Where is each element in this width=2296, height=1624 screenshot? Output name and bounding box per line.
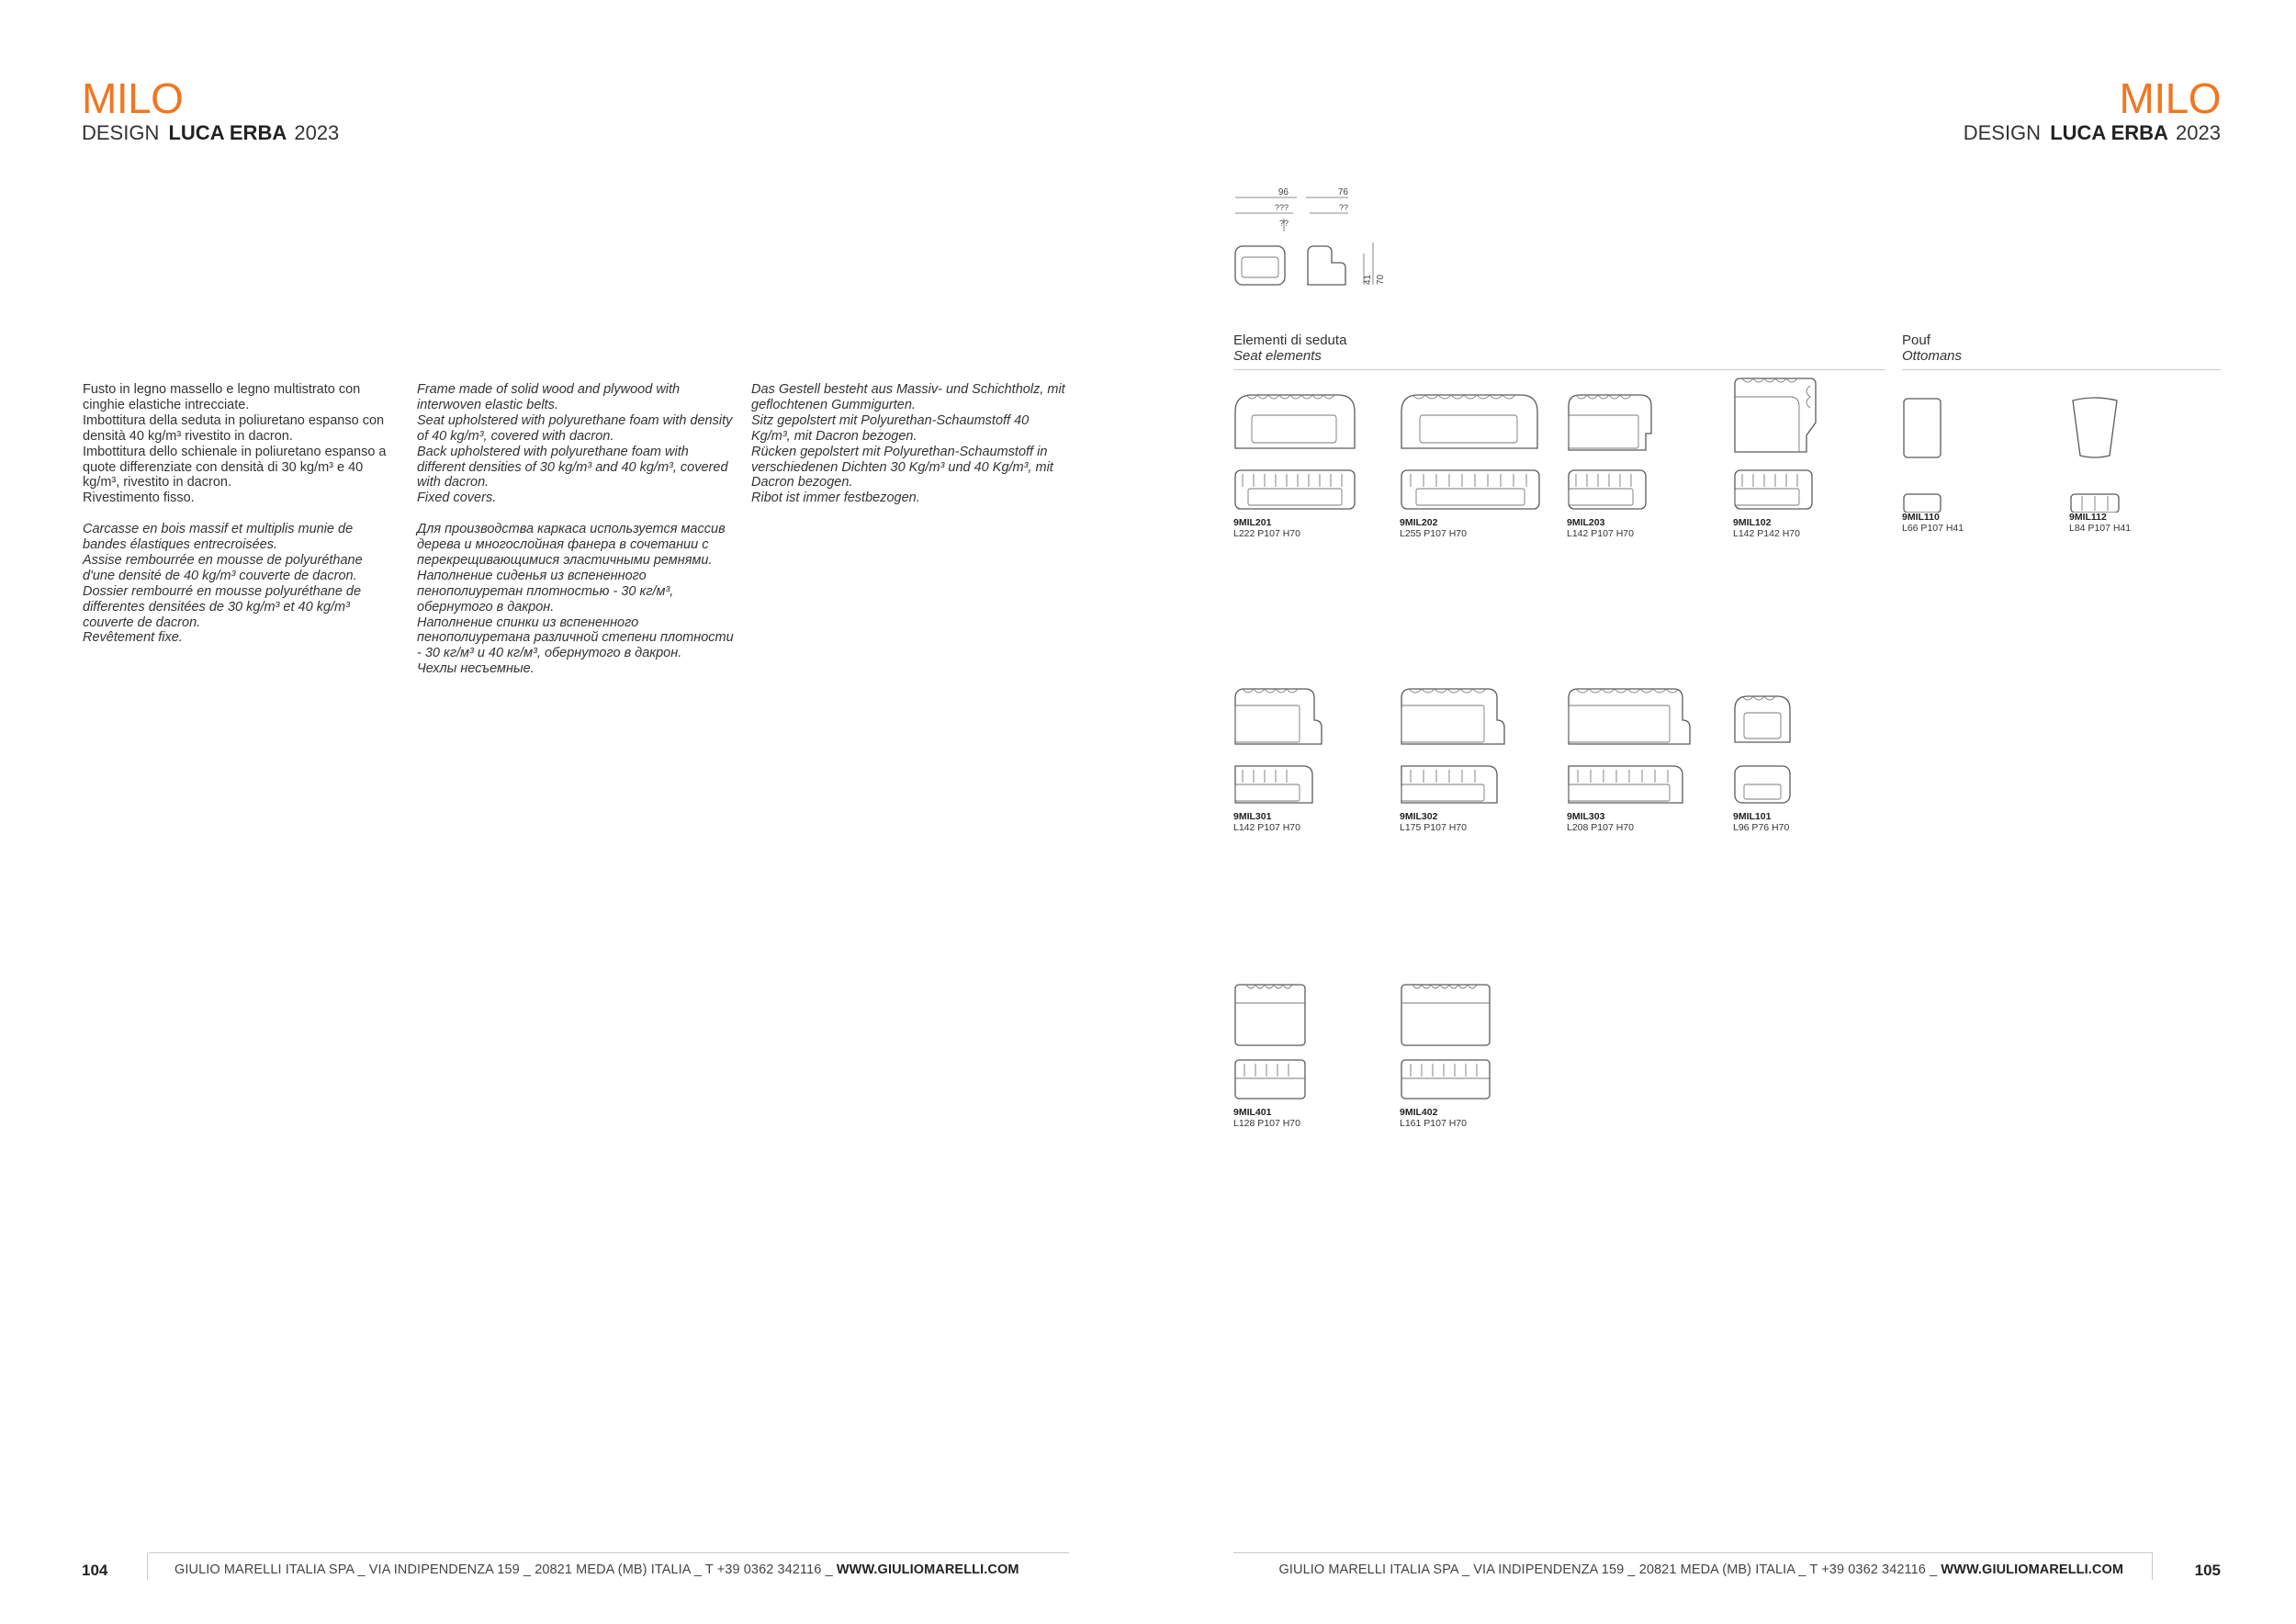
dim-front-width-q: ??? <box>1274 203 1289 212</box>
dim-front-width: 96 <box>1277 187 1289 197</box>
sofa-plan-drawing <box>1567 687 1695 806</box>
product-code: 9MIL402 <box>1400 1107 1438 1118</box>
product-9mil112 <box>2069 393 2161 534</box>
company-address: GIULIO MARELLI ITALIA SPA _ VIA INDIPENDENZA 159 _ 20821 MEDA (MB) ITALIA _ T +39 0362 342116 _ <box>1278 1562 1941 1577</box>
section-seat-rule <box>1233 369 1885 370</box>
desc-para: Revêtement fixe. <box>83 630 183 646</box>
designer-name: LUCA ERBA <box>168 121 287 144</box>
dim-seat-height: 41 <box>1363 274 1373 285</box>
dim-side-width-q: ?? <box>1338 203 1348 212</box>
product-title-left: MILO <box>82 74 184 122</box>
description-french <box>83 522 390 646</box>
product-9mil101 <box>1733 687 1825 833</box>
product-dims: L142 P107 H70 <box>1233 822 1300 833</box>
footer-company-right <box>1279 1562 2124 1577</box>
description-russian <box>417 522 738 677</box>
website-link[interactable]: WWW.GIULIOMARELLI.COM <box>836 1562 1019 1577</box>
product-9mil401 <box>1233 983 1325 1129</box>
dim-side-width: 76 <box>1337 187 1348 197</box>
desc-para: Fixed covers. <box>417 491 497 506</box>
product-code: 9MIL101 <box>1733 811 1772 822</box>
product-9mil102 <box>1733 377 1825 539</box>
product-9mil302 <box>1400 687 1510 833</box>
dim-front-depth-q: ?? <box>1278 219 1289 228</box>
designer-credit-left <box>82 121 339 145</box>
desc-para: Imbottitura dello schienale in poliuretano espanso a quote differenziate con densità di 30 kg/m³ e 40 kg/m³, rivestito in dacron. <box>83 444 387 491</box>
desc-para: Back upholstered with polyurethane foam with different densities of 30 kg/m³ and 40 kg/m³, covered with dacron. <box>417 444 728 491</box>
product-9mil202 <box>1400 393 1547 539</box>
product-dims: L161 P107 H70 <box>1400 1118 1467 1129</box>
desc-para: Frame made of solid wood and plywood with interwoven elastic belts. <box>417 382 681 412</box>
product-code: 9MIL201 <box>1233 517 1272 528</box>
section-subtitle: Ottomans <box>1902 348 1963 364</box>
product-9mil110 <box>1902 393 1994 534</box>
section-title: Pouf <box>1902 333 1930 348</box>
sofa-plan-drawing <box>1567 393 1659 513</box>
section-seat-elements <box>1233 333 1346 364</box>
company-address: GIULIO MARELLI ITALIA SPA _ VIA INDIPENDENZA 159 _ 20821 MEDA (MB) ITALIA _ T +39 0362 342116 _ <box>174 1562 837 1577</box>
product-code: 9MIL401 <box>1233 1107 1272 1118</box>
product-9mil402 <box>1400 983 1510 1129</box>
product-9mil203 <box>1567 393 1659 539</box>
product-code: 9MIL112 <box>2069 512 2107 523</box>
product-title-right: MILO <box>2119 74 2221 122</box>
product-dims: L128 P107 H70 <box>1233 1118 1300 1129</box>
desc-para: Fusto in legno massello e legno multistrato con cinghie elastiche intrecciate. <box>83 382 361 412</box>
product-dims: L142 P107 H70 <box>1567 528 1634 539</box>
product-code: 9MIL302 <box>1400 811 1438 822</box>
dim-total-height: 70 <box>1376 274 1386 285</box>
desc-para: Наполнение спинки из вспененного пенополиуретана различной степени плотности - 30 кг/м³ и 40 кг/м³, обернутого в дакрон. <box>417 615 734 661</box>
section-subtitle: Seat elements <box>1233 348 1322 364</box>
desc-para: Seat upholstered with polyurethane foam with density of 40 kg/m³, covered with dacron. <box>417 412 733 444</box>
desc-para: Das Gestell besteht aus Massiv- und Schichtholz, mit geflochtenen Gummigurten. <box>751 382 1065 412</box>
sofa-plan-drawing <box>1233 393 1362 513</box>
sofa-plan-drawing <box>1400 393 1547 513</box>
desc-para: Ribot ist immer festbezogen. <box>751 491 920 506</box>
desc-para: Чехлы несъемные. <box>417 661 535 677</box>
corner-plan-drawing <box>1733 377 1825 513</box>
design-label: DESIGN <box>1963 121 2042 144</box>
description-italian <box>83 382 390 646</box>
armchair-plan-drawing <box>1733 687 1825 806</box>
description-english <box>417 382 738 677</box>
product-dims: L142 P142 H70 <box>1733 528 1800 539</box>
pouf-plan-drawing <box>2069 393 2161 513</box>
description-german <box>751 382 1068 506</box>
product-9mil201 <box>1233 393 1362 539</box>
desc-para: Assise rembourrée en mousse de polyuréthane d'une densité de 40 kg/m³ couverte de dacron. <box>83 552 363 583</box>
page-number-left: 104 <box>82 1562 108 1579</box>
product-dims: L84 P107 H41 <box>2069 523 2132 534</box>
product-code: 9MIL301 <box>1233 811 1272 822</box>
desc-para: Rücken gepolstert mit Polyurethan-Schaumstoff in verschiedenen Dichten 30 Kg/m³ und 40 Kg/m³, mit Dacron bezogen. <box>751 444 1053 491</box>
right-page-header <box>1964 75 2221 145</box>
pouf-plan-drawing <box>1902 393 1994 513</box>
footer-company-left <box>174 1562 1019 1577</box>
product-9mil303 <box>1567 687 1695 833</box>
section-title: Elementi di seduta <box>1233 333 1347 348</box>
desc-para: Carcasse en bois massif et multiplis munie de bandes élastiques entrecroisées. <box>83 522 354 553</box>
product-code: 9MIL110 <box>1902 512 1940 523</box>
product-dims: L96 P76 H70 <box>1733 822 1790 833</box>
footer-divider-left <box>147 1552 148 1580</box>
design-year: 2023 <box>294 121 340 144</box>
product-dims: L222 P107 H70 <box>1233 528 1300 539</box>
product-code: 9MIL203 <box>1567 517 1605 528</box>
section-pouf-rule <box>1902 369 2221 370</box>
product-9mil301 <box>1233 687 1325 833</box>
desc-para: Imbottitura della seduta in poliuretano espanso con densità 40 kg/m³ rivestito in dacron. <box>83 412 385 444</box>
product-dims: L66 P107 H41 <box>1902 523 1964 534</box>
desc-para: Sitz gepolstert mit Polyurethan-Schaumstoff 40 Kg/m³, mit Dacron bezogen. <box>751 412 1030 444</box>
product-code: 9MIL303 <box>1567 811 1605 822</box>
design-year: 2023 <box>2176 121 2221 144</box>
dimension-key-diagram <box>1231 184 1396 294</box>
product-dims: L175 P107 H70 <box>1400 822 1467 833</box>
product-code: 9MIL202 <box>1400 517 1438 528</box>
product-dims: L255 P107 H70 <box>1400 528 1467 539</box>
footer-divider-right <box>2152 1552 2153 1580</box>
sofa-plan-drawing <box>1400 687 1510 806</box>
desc-para: Rivestimento fisso. <box>83 491 195 506</box>
footer-rule-right <box>1233 1552 2152 1553</box>
footer-rule-left <box>149 1552 1069 1553</box>
designer-credit-right <box>1964 121 2221 145</box>
designer-name: LUCA ERBA <box>2050 121 2168 144</box>
page-number-right: 105 <box>2194 1562 2221 1579</box>
desc-para: Для производства каркаса используется массив дерева и многослойная фанера в сочетании с перекрещивающимися эластичными ремнями. Наполнение сиденья из вспененного пенополиуретан плотностью - 30 кг/м³, обернутого в дакрон. <box>417 522 726 615</box>
product-code: 9MIL102 <box>1733 517 1772 528</box>
sofa-plan-drawing <box>1400 983 1510 1102</box>
desc-para: Dossier rembourré en mousse polyuréthane de differentes densitées de 30 kg/m³ et 40 kg/m³ couverte de dacron. <box>83 583 362 630</box>
sofa-plan-drawing <box>1233 983 1325 1102</box>
section-pouf <box>1902 333 1962 364</box>
product-dims: L208 P107 H70 <box>1567 822 1634 833</box>
left-page-header <box>82 75 339 145</box>
website-link[interactable]: WWW.GIULIOMARELLI.COM <box>1941 1562 2123 1577</box>
sofa-plan-drawing <box>1233 687 1325 806</box>
design-label: DESIGN <box>82 121 160 144</box>
